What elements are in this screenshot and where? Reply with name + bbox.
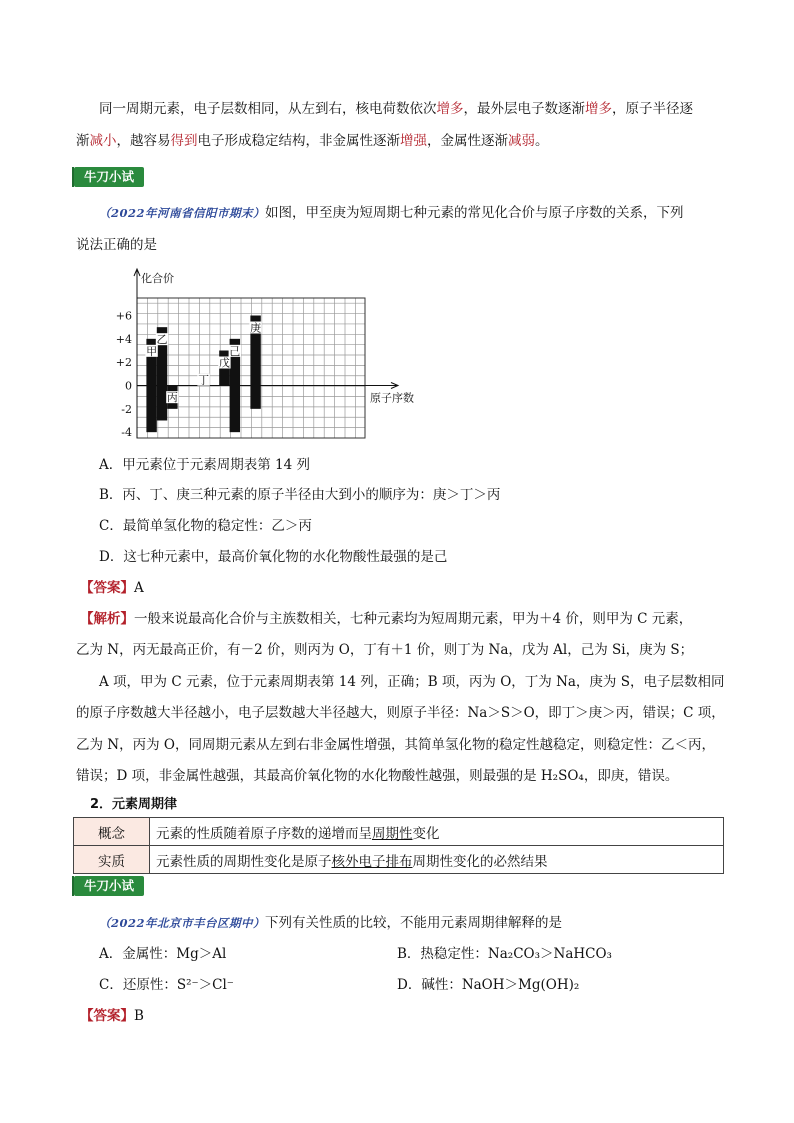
table-key: 概念	[74, 818, 150, 846]
analysis-text: 一般来说最高化合价与主族数相关，七种元素均为短周期元素，甲为＋4 价，则甲为 C 元素，	[134, 611, 693, 627]
q2-option-d[interactable]: D．碱性：NaOH＞Mg(OH)₂	[397, 977, 580, 993]
q1-analysis-line-6: 错误；D 项，非金属性越强，其最高价氧化物的水化物酸性越强，则最强的是 H₂SO₄，即庚，错误。	[76, 768, 679, 784]
q1-analysis-line-3: A 项，甲为 C 元素，位于元素周期表第 14 列，正确；B 项，丙为 O，丁为 Na，庚为 S，电子层数相同	[99, 674, 725, 690]
valence-chart	[100, 266, 430, 442]
bar-label: 庚	[250, 321, 262, 335]
x-axis-label: 原子序数	[370, 391, 414, 405]
y-tick-label: -4	[121, 426, 132, 440]
highlight: 增多	[436, 101, 464, 117]
bar-label: 甲	[146, 344, 158, 358]
text: 变化	[412, 825, 440, 842]
q1-analysis-line-5: 乙为 N，丙为 O，同周期元素从左到右非金属性增强，其简单氢化物的稳定性越稳定，则稳定性：乙＜丙，	[76, 737, 715, 753]
q1-stem-line-1	[99, 203, 684, 223]
q1-analysis-line-4: 的原子序数越大半径越小，电子层数越大半径越大，则原子半径：Na＞S＞O，即丁＞庚＞丙，错误；C 项，	[76, 705, 725, 721]
highlight: 减小	[89, 133, 117, 149]
bar-label: 丙	[166, 391, 178, 405]
text: 渐	[76, 133, 90, 149]
y-tick-label: +2	[115, 356, 132, 370]
y-axis-label: 化合价	[141, 272, 174, 285]
question-source: （2022年北京市丰台区期中）	[99, 916, 266, 930]
table-row	[74, 846, 724, 874]
bar-label: 戊	[218, 356, 230, 370]
bar-label: 丁	[198, 373, 210, 387]
q2-answer	[80, 1006, 144, 1026]
highlight: 减弱	[508, 133, 535, 149]
q2-option-c[interactable]: C．还原性：S²⁻＞Cl⁻	[99, 977, 234, 993]
q1-option-c[interactable]: C．最简单氢化物的稳定性：乙＞丙	[99, 518, 312, 534]
table-value	[150, 846, 724, 874]
highlight: 增强	[400, 133, 427, 149]
question-stem: 如图，甲至庚为短周期七种元素的常见化合价与原子序数的关系，下列	[265, 205, 684, 221]
text: 电子形成稳定结构，非金属性逐渐	[197, 133, 400, 149]
text: 元素的性质随着原子序数的递增而呈	[156, 825, 372, 842]
text: ，金属性逐渐	[427, 133, 508, 149]
q1-option-b[interactable]: B．丙、丁、庚三种元素的原子半径由大到小的顺序为：庚＞丁＞丙	[99, 487, 501, 503]
question-stem: 下列有关性质的比较，不能用元素周期律解释的是	[265, 915, 563, 931]
practice-badge: 牛刀小试	[74, 876, 144, 896]
q1-answer	[80, 578, 144, 598]
text: ，原子半径逐	[612, 101, 693, 117]
text: ，最外层电子数逐渐	[463, 101, 585, 117]
chart-axes	[134, 269, 398, 438]
highlight: 增多	[585, 101, 612, 117]
underlined-term: 核外电子排布	[331, 853, 413, 870]
q1-option-d[interactable]: D．这七种元素中，最高价氧化物的水化物酸性最强的是己	[99, 549, 448, 565]
intro-line-1	[99, 99, 693, 119]
answer-tag: 【答案】	[80, 1008, 134, 1024]
q2-option-a[interactable]: A．金属性：Mg＞Al	[99, 946, 227, 962]
underlined-term: 周期性	[372, 825, 413, 842]
y-tick-label: +4	[115, 332, 132, 346]
y-tick-label: -2	[121, 402, 132, 416]
table-row	[74, 818, 724, 846]
bar-label: 己	[229, 344, 241, 358]
text: ，越容易	[116, 133, 171, 149]
question-source: （2022年河南省信阳市期末）	[99, 206, 266, 220]
table-key: 实质	[74, 846, 150, 874]
text: 同一周期元素，电子层数相同，从左到右，核电荷数依次	[99, 101, 437, 117]
q1-analysis-line-1	[80, 609, 692, 629]
answer-tag: 【答案】	[80, 580, 134, 596]
q1-stem-line-2: 说法正确的是	[76, 237, 157, 253]
analysis-tag: 【解析】	[80, 611, 134, 627]
y-tick-label: 0	[125, 379, 132, 393]
practice-badge: 牛刀小试	[74, 167, 144, 187]
q2-stem	[99, 913, 562, 933]
answer-value: B	[134, 1008, 144, 1024]
definition-table	[73, 817, 724, 874]
section-heading: 2．元素周期律	[90, 797, 178, 812]
highlight: 得到	[170, 133, 198, 149]
q2-option-b[interactable]: B．热稳定性：Na₂CO₃＞NaHCO₃	[397, 946, 612, 962]
answer-value: A	[134, 580, 144, 596]
text: 周期性变化的必然结果	[412, 853, 548, 870]
table-value	[150, 818, 724, 846]
q1-option-a[interactable]: A．甲元素位于元素周期表第 14 列	[99, 457, 311, 473]
q1-analysis-line-2: 乙为 N，丙无最高正价，有－2 价，则丙为 O，丁有＋1 价，则丁为 Na，戊为 Al，己为 Si，庚为 S；	[76, 642, 694, 658]
y-tick-label: +6	[115, 309, 132, 323]
intro-line-2	[76, 131, 549, 151]
text: 。	[535, 133, 549, 149]
text: 元素性质的周期性变化是原子	[156, 853, 332, 870]
bar-label: 乙	[156, 333, 168, 347]
